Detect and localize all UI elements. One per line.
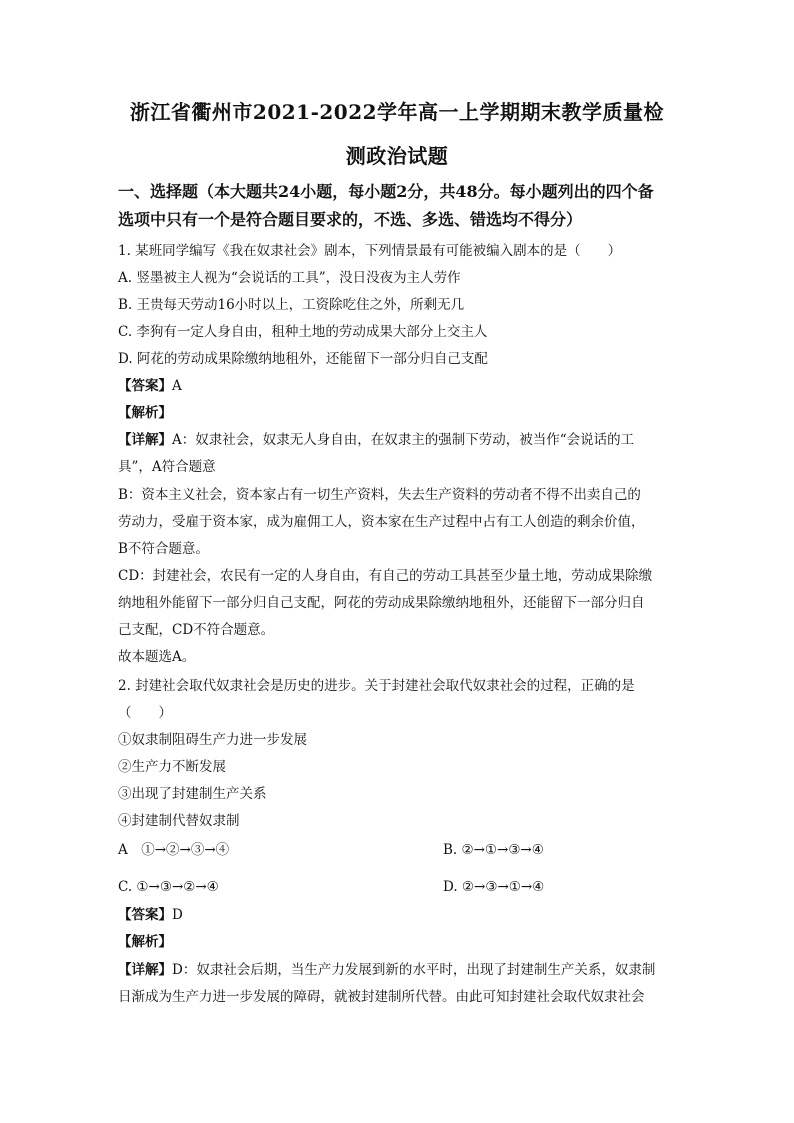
q2-statement-2: ②生产力不断发展 (118, 759, 226, 775)
q2-detail-line-2: 日渐成为生产力进一步发展的障碍，就被封建制所代替。由此可知封建社会取代奴隶社会 (118, 989, 645, 1005)
q1-detail-line-6: CD：封建社会，农民有一定的人身自由，有自己的劳动工具甚至少量土地，劳动成果除缴 (118, 568, 653, 584)
q2-analysis-tag-row (118, 932, 678, 952)
q1-option-b: B. 王贵每天劳动16小时以上，工资除吃住之外，所剩无几 (118, 297, 465, 313)
section-heading-line-1: 一、选择题（本大题共24小题，每小题2分，共48分。每小题列出的四个备 (118, 182, 654, 201)
q2-option-b: B. ②→①→③→④ (443, 842, 544, 858)
q2-detail-line-1 (118, 960, 678, 980)
q2-statement-1: ①奴隶制阻碍生产力进一步发展 (118, 732, 307, 748)
q1-detail-tag: 【详解】 (118, 432, 172, 448)
q2-stem-line-2: （ ） (118, 705, 172, 721)
q2-answer-row (118, 905, 678, 925)
q2-statement-4: ④封建制代替奴隶制 (118, 813, 240, 829)
q1-detail-line-3: B：资本主义社会，资本家占有一切生产资料，失去生产资料的劳动者不得不出卖自己的 (118, 487, 641, 503)
q1-stem: 1. 某班同学编写《我在奴隶社会》剧本，下列情景最有可能被编入剧本的是（ ） (118, 243, 622, 259)
q2-stem-line-1: 2. 封建社会取代奴隶社会是历史的进步。关于封建社会取代奴隶社会的过程，正确的是 (118, 678, 635, 694)
q1-option-a: A. 竖墨被主人视为“会说话的工具”，没日没夜为主人劳作 (118, 270, 461, 286)
q1-answer-tag: 【答案】 (118, 378, 172, 394)
q1-detail-line-1 (118, 430, 678, 450)
document-title-line-2: 测政治试题 (345, 144, 449, 168)
q1-answer-value: A (172, 378, 182, 394)
q1-detail-line-2: 具”，A符合题意 (118, 459, 216, 475)
q1-option-d: D. 阿花的劳动成果除缴纳地租外，还能留下一部分归自己支配 (118, 351, 488, 367)
q1-detail-line-7: 纳地租外能留下一部分归自己支配，阿花的劳动成果除缴纳地租外，还能留下一部分归自 (118, 595, 645, 611)
q2-answer-tag: 【答案】 (118, 907, 172, 923)
q2-detail-tag: 【详解】 (118, 962, 172, 978)
q1-option-c: C. 李狗有一定人身自由，租种土地的劳动成果大部分上交主人 (118, 324, 488, 340)
q1-analysis-tag: 【解析】 (118, 405, 172, 421)
section-heading-line-2: 选项中只有一个是符合题目要求的，不选、多选、错选均不得分） (118, 210, 583, 229)
q1-detail-line-8: 己支配，CD不符合题意。 (118, 622, 275, 638)
q1-detail-line-4: 劳动力，受雇于资本家，成为雇佣工人，资本家在生产过程中占有工人创造的剩余价值， (118, 514, 645, 530)
document-title-line-1: 浙江省衢州市2021-2022学年高一上学期期末教学质量检 (129, 100, 665, 124)
q1-analysis-tag-row (118, 403, 678, 423)
q2-answer-value: D (172, 907, 183, 923)
q1-detail-line-5: B不符合题意。 (118, 541, 209, 557)
q2-option-a: A ①→②→③→④ (118, 842, 230, 858)
q2-analysis-tag: 【解析】 (118, 934, 172, 950)
q1-answer-row (118, 376, 678, 396)
q2-option-d: D. ②→③→①→④ (443, 879, 545, 895)
q1-detail-line-9: 故本题选A。 (118, 649, 196, 665)
q1-detail-text-1: A：奴隶社会，奴隶无人身自由，在奴隶主的强制下劳动，被当作“会说话的工 (172, 432, 635, 448)
q2-option-c: C. ①→③→②→④ (118, 879, 219, 895)
q2-detail-text-1: D：奴隶社会后期，当生产力发展到新的水平时，出现了封建制生产关系，奴隶制 (172, 962, 656, 978)
q2-statement-3: ③出现了封建制生产关系 (118, 786, 267, 802)
